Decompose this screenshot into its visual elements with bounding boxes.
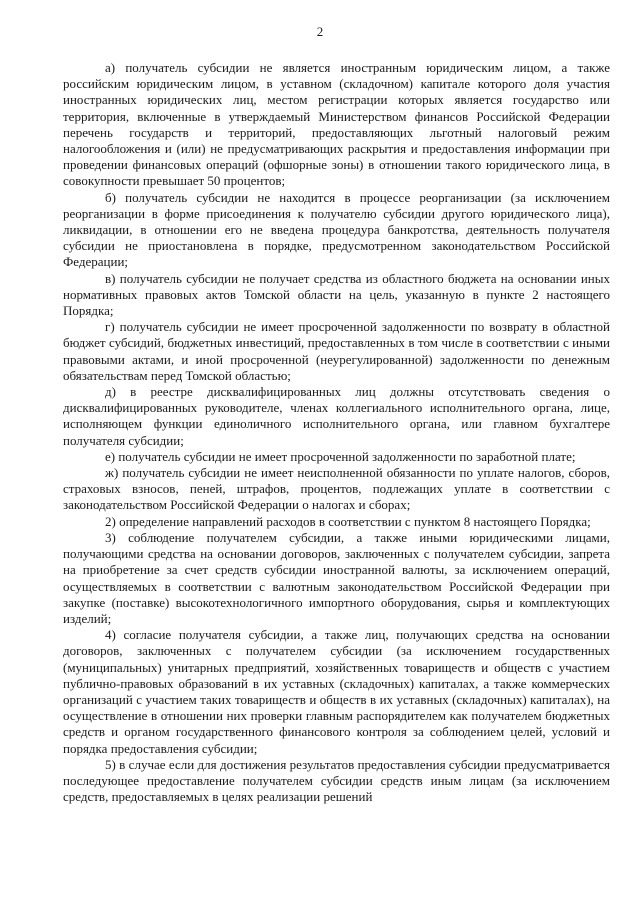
paragraph-a: а) получатель субсидии не является иностранным юридическим лицом, а также российским юридическим лицом, в уставном (складочном) капитале которого доля участия иностранных юридических лиц, местом регистрации которых является государство или территория, включенные в утверждаемый Министерством финансов Российской Федерации перечень государств и территорий, предоставляющих льготный налоговый режим налогообложения и (или) не предусматривающих раскрытия и предоставления информации при проведении финансовых операций (офшорные зоны) в отношении такого юридического лица, в совокупности превышает 50 процентов; [63, 60, 610, 189]
paragraph-zh: ж) получатель субсидии не имеет неисполненной обязанности по уплате налогов, сборов, страховых взносов, пеней, штрафов, процентов, подлежащих уплате в соответствии с законодательством Российской Федерации о налогах и сборах; [63, 465, 610, 513]
paragraph-2: 2) определение направлений расходов в соответствии с пунктом 8 настоящего Порядка; [105, 513, 591, 529]
paragraph-4: 4) согласие получателя субсидии, а также лиц, получающих средства на основании договоров, заключенных с получателем субсидии (за исключением государственных (муниципальных) унитарных предприятий, хозяйственных товариществ и обществ с участием публично-правовых образований в их уставных (складочных) капиталах, а также коммерческих организаций с участием таких товариществ и обществ в их уставных (складочных) капиталах), на осуществление в отношении них проверки главным распорядителем как получателем бюджетных средств и органом государственного финансового контроля за соблюдением целей, условий и порядка предоставления субсидии; [63, 627, 610, 756]
paragraph-e: е) получатель субсидии не имеет просроченной задолженности по заработной плате; [105, 448, 576, 464]
document-body [63, 60, 610, 805]
paragraph-3: 3) соблюдение получателем субсидии, а также иными юридическими лицами, получающими средства на основании договоров, заключенных с получателем субсидии, запрета на приобретение за счет средств субсидии иностранной валюты, за исключением операций, осуществляемых в соответствии с валютным законодательством Российской Федерации при закупке (поставке) высокотехнологичного импортного оборудования, сырья и комплектующих изделий; [63, 529, 610, 626]
page-number: 2 [316, 24, 324, 39]
paragraph-g: г) получатель субсидии не имеет просроченной задолженности по возврату в областной бюджет субсидий, бюджетных инвестиций, предоставленных в том числе в соответствии с иными правовыми актами, и иной просроченной (неурегулированной) задолженности по денежным обязательствам перед Томской областью; [63, 319, 610, 383]
paragraph-d: д) в реестре дисквалифицированных лиц должны отсутствовать сведения о дисквалифицированных руководителе, членах коллегиального исполнительного органа, лице, исполняющем функции единоличного исполнительного органа, или главном бухгалтере получателя субсидии; [63, 384, 610, 448]
paragraph-5: 5) в случае если для достижения результатов предоставления субсидии предусматривается последующее предоставление получателем субсидии средств иным лицам (за исключением средств, предоставляемых в целях реализации решений [63, 756, 610, 805]
paragraph-v: в) получатель субсидии не получает средства из областного бюджета на основании иных нормативных правовых актов Томской области на цель, указанную в пункте 2 настоящего Порядка; [63, 270, 610, 319]
paragraph-b: б) получатель субсидии не находится в процессе реорганизации (за исключением реорганизации в форме присоединения к получателю субсидии другого юридического лица), ликвидации, в отношении его не введена процедура банкротства, деятельность получателя субсидии не приостановлена в порядке, предусмотренном законодательством Российской Федерации; [63, 189, 610, 270]
